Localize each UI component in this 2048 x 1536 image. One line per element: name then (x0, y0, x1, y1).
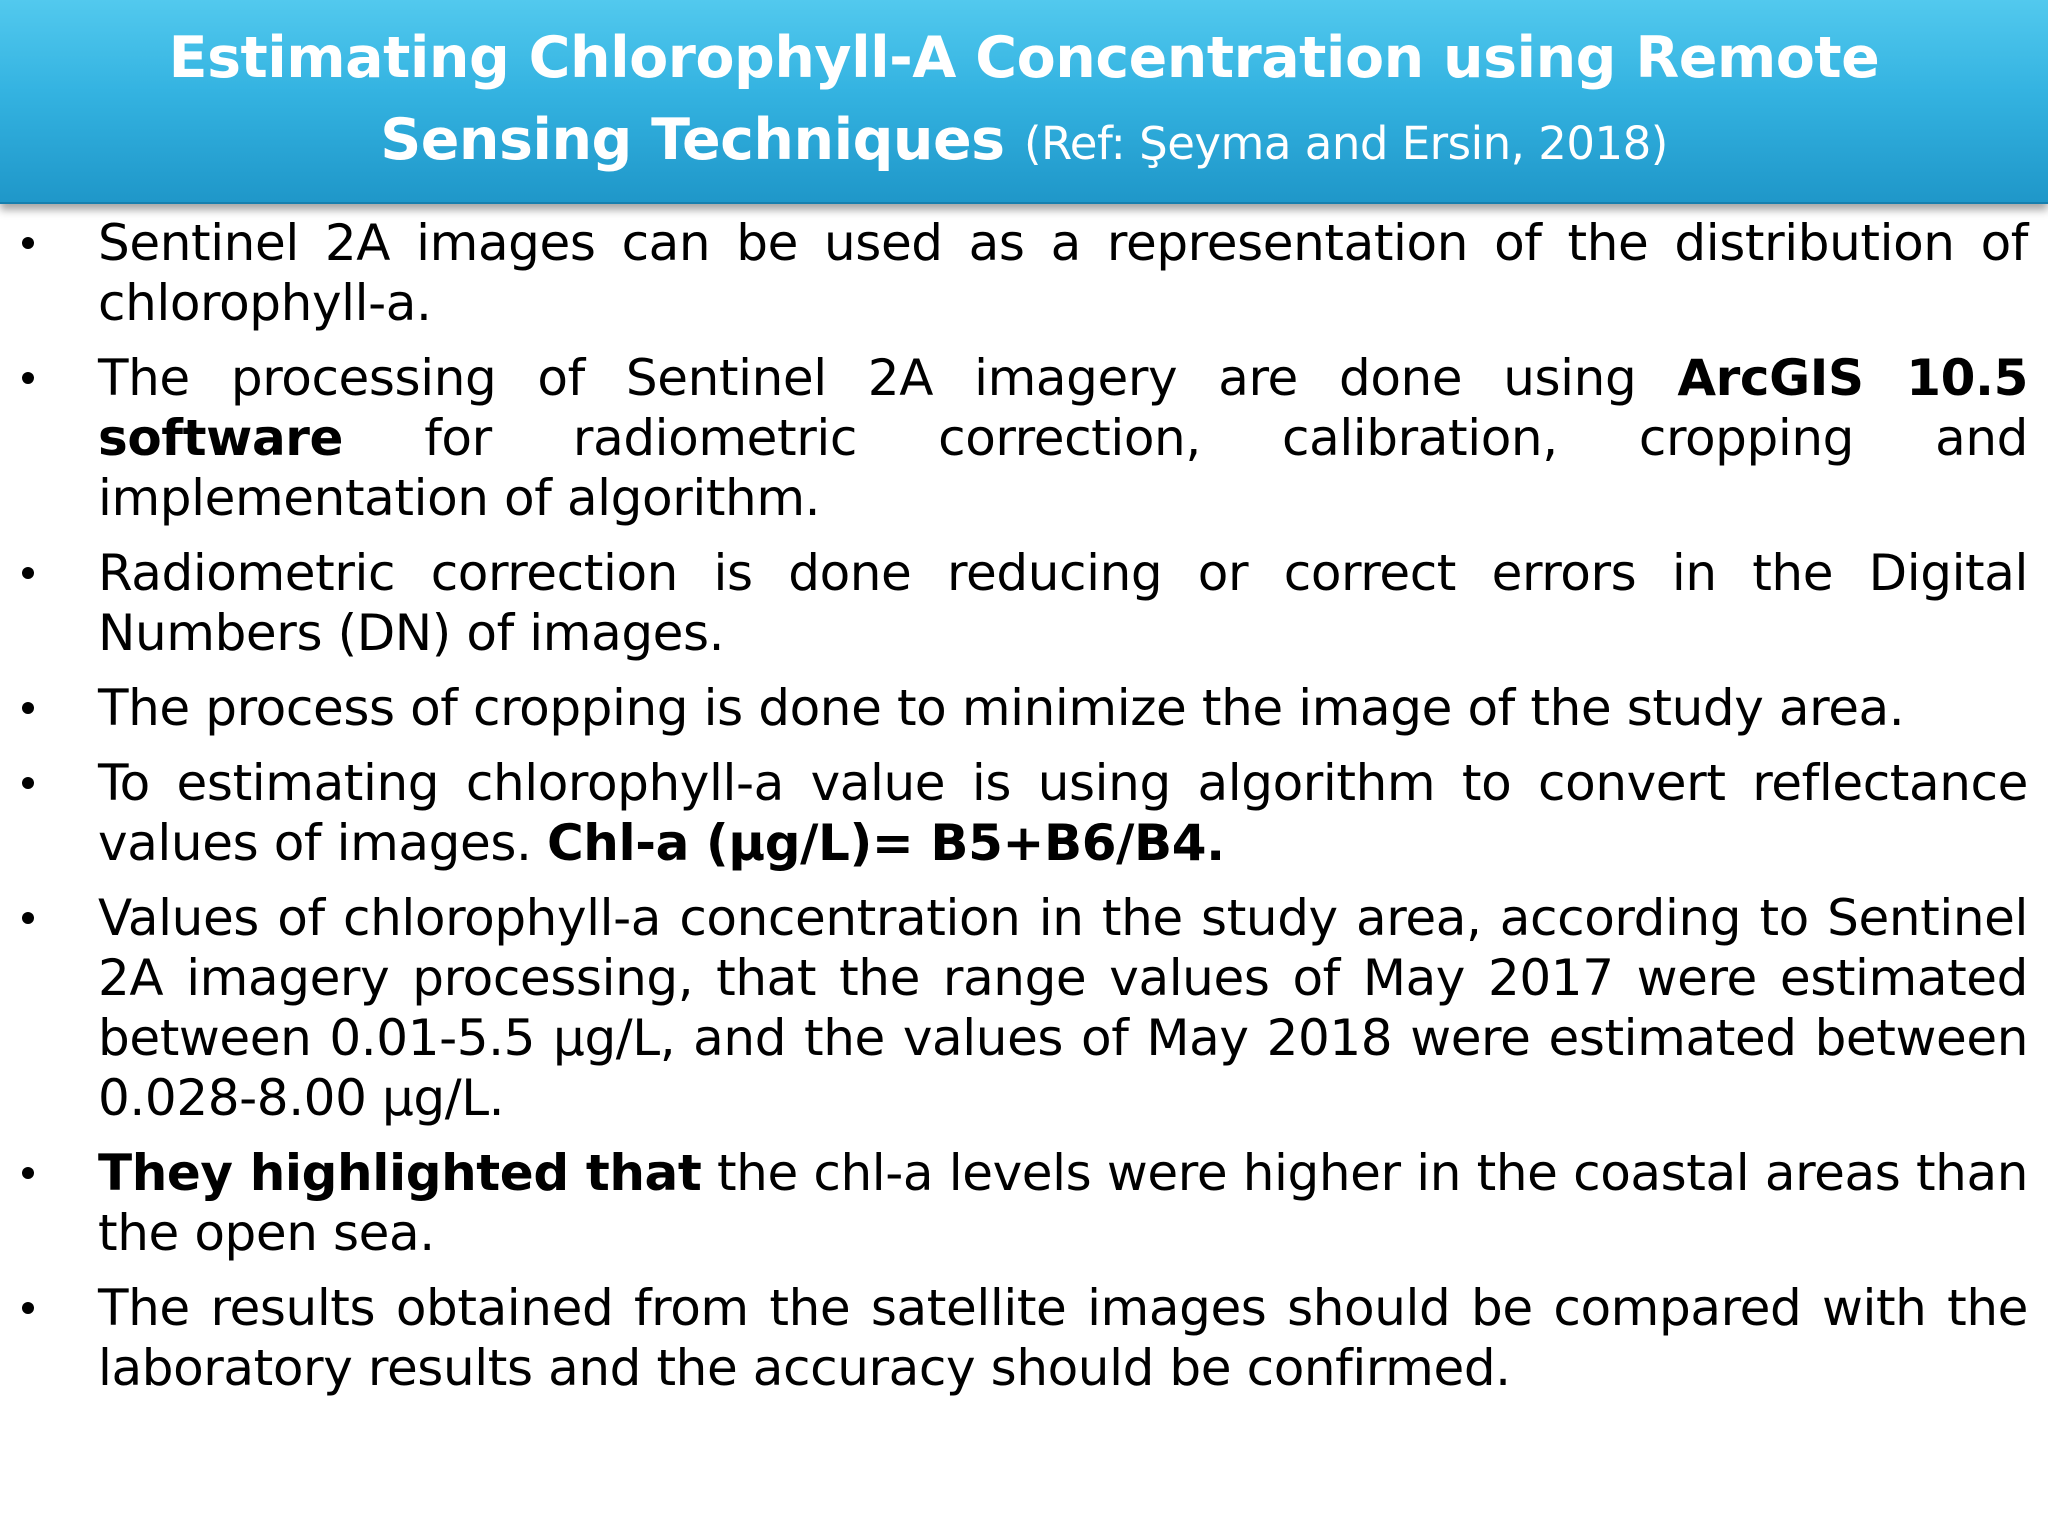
slide-title-reference: (Ref: Şeyma and Ersin, 2018) (1023, 117, 1668, 170)
bullet-text: the chl-a levels were higher in the coastal areas than the open sea. (98, 1144, 2028, 1262)
bullet-list (0, 213, 2048, 1398)
bullet-item (0, 753, 2048, 873)
bullet-text: To estimating chlorophyll-a value is using algorithm to convert reflectance values of images. (98, 754, 2028, 872)
bullet-item (0, 888, 2048, 1128)
bullet-text: Values of chlorophyll-a concentration in the study area, according to Sentinel 2A imagery processing, that the range values of May 2017 were estimated between 0.01-5.5 µg/L, and the values of May 2018 were estimated between 0.028-8.00 µg/L. (98, 889, 2028, 1127)
bullet-formula: Chl-a (µg/L)= B5+B6/B4. (546, 814, 1225, 872)
bullet-dot-icon (22, 1302, 34, 1314)
bullet-item (0, 678, 2048, 738)
bullet-dot-icon (22, 372, 34, 384)
bullet-item (0, 348, 2048, 528)
slide-content (0, 213, 2048, 1413)
bullet-item (0, 213, 2048, 333)
bullet-emphasis: ArcGIS 10.5 software (98, 349, 2028, 467)
bullet-text: Sentinel 2A images can be used as a representation of the distribution of chlorophyll-a. (98, 214, 2028, 332)
bullet-text: Radiometric correction is done reducing or correct errors in the Digital Numbers (DN) of images. (98, 544, 2028, 662)
slide-title-main: Estimating Chlorophyll-A Concentration using Remote Sensing Techniques (168, 25, 1880, 173)
bullet-dot-icon (22, 912, 34, 924)
bullet-dot-icon (22, 567, 34, 579)
bullet-text: The process of cropping is done to minimize the image of the study area. (98, 679, 1905, 737)
slide-title (124, 17, 1924, 185)
bullet-text: The results obtained from the satellite images should be compared with the laboratory results and the accuracy should be confirmed. (98, 1279, 2028, 1397)
bullet-dot-icon (22, 777, 34, 789)
bullet-dot-icon (22, 1167, 34, 1179)
bullet-dot-icon (22, 237, 34, 249)
bullet-item (0, 1143, 2048, 1263)
slide-title-banner (0, 0, 2048, 204)
bullet-text: for radiometric correction, calibration, cropping and implementation of algorithm. (98, 409, 2028, 527)
bullet-item (0, 1278, 2048, 1398)
bullet-dot-icon (22, 702, 34, 714)
bullet-text: The processing of Sentinel 2A imagery are done using (98, 349, 1678, 407)
bullet-item (0, 543, 2048, 663)
bullet-emphasis: They highlighted that (98, 1144, 702, 1202)
